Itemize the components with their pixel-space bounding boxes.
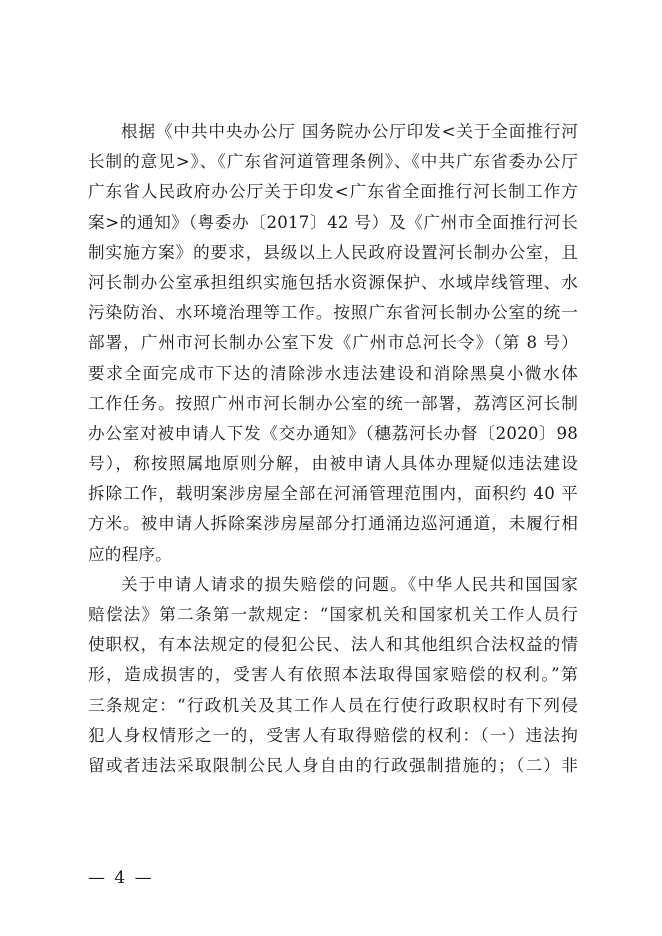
document-body <box>88 117 578 781</box>
text-line: 犯人身权情形之一的，受害人有取得赔偿的权利：（一）违法拘 <box>88 725 578 745</box>
text-line: 使职权，有本法规定的侵犯公民、法人和其他组织合法权益的情 <box>88 635 578 655</box>
text-line: 污染防治、水环境治理等工作。按照广东省河长制办公室的统一 <box>88 303 578 323</box>
text-line: 赔偿法》第二条第一款规定：“国家机关和国家机关工作人员行 <box>88 605 578 624</box>
text-line: 案>的通知》（粤委办〔2017〕42 号）及《广州市全面推行河长 <box>88 212 578 232</box>
text-line: 部署，广州市河长制办公室下发《广州市总河长令》（第 8 号） <box>88 333 578 353</box>
text-line: 制实施方案》的要求，县级以上人民政府设置河长制办公室，且 <box>88 242 578 262</box>
text-line: 应的程序。 <box>88 544 172 564</box>
paragraph <box>88 117 578 570</box>
page-number: — 4 — <box>88 868 154 888</box>
text-line: 形，造成损害的，受害人有依照本法取得国家赔偿的权利。”第 <box>88 665 578 685</box>
text-line: 广东省人民政府办公厅关于印发<广东省全面推行河长制工作方 <box>88 182 578 202</box>
text-line: 根据《中共中央办公厅 国务院办公厅印发<关于全面推行河 <box>121 122 578 141</box>
text-line: 工作任务。按照广州市河长制办公室的统一部署，荔湾区河长制 <box>88 393 578 413</box>
text-line: 拆除工作，载明案涉房屋全部在河涌管理范围内，面积约 40 平 <box>88 484 578 504</box>
text-line: 办公室对被申请人下发《交办通知》（穗荔河长办督〔2020〕98 <box>88 423 578 443</box>
paragraph <box>88 570 578 781</box>
text-line: 三条规定：“行政机关及其工作人员在行使行政职权时有下列侵 <box>88 695 578 715</box>
text-line: 河长制办公室承担组织实施包括水资源保护、水域岸线管理、水 <box>88 272 578 292</box>
text-line: 长制的意见>》、《广东省河道管理条例》、《中共广东省委办公厅 <box>88 152 578 172</box>
text-line: 号），称按照属地原则分解，由被申请人具体办理疑似违法建设 <box>88 454 578 474</box>
text-line: 留或者违法采取限制公民人身自由的行政强制措施的；（二）非 <box>88 755 578 775</box>
text-line: 关于申请人请求的损失赔偿的问题。《中华人民共和国国家 <box>121 574 578 594</box>
text-line: 要求全面完成市下达的清除涉水违法建设和消除黑臭小微水体 <box>88 363 578 383</box>
text-line: 方米。被申请人拆除案涉房屋部分打通涌边巡河通道，未履行相 <box>88 514 578 534</box>
